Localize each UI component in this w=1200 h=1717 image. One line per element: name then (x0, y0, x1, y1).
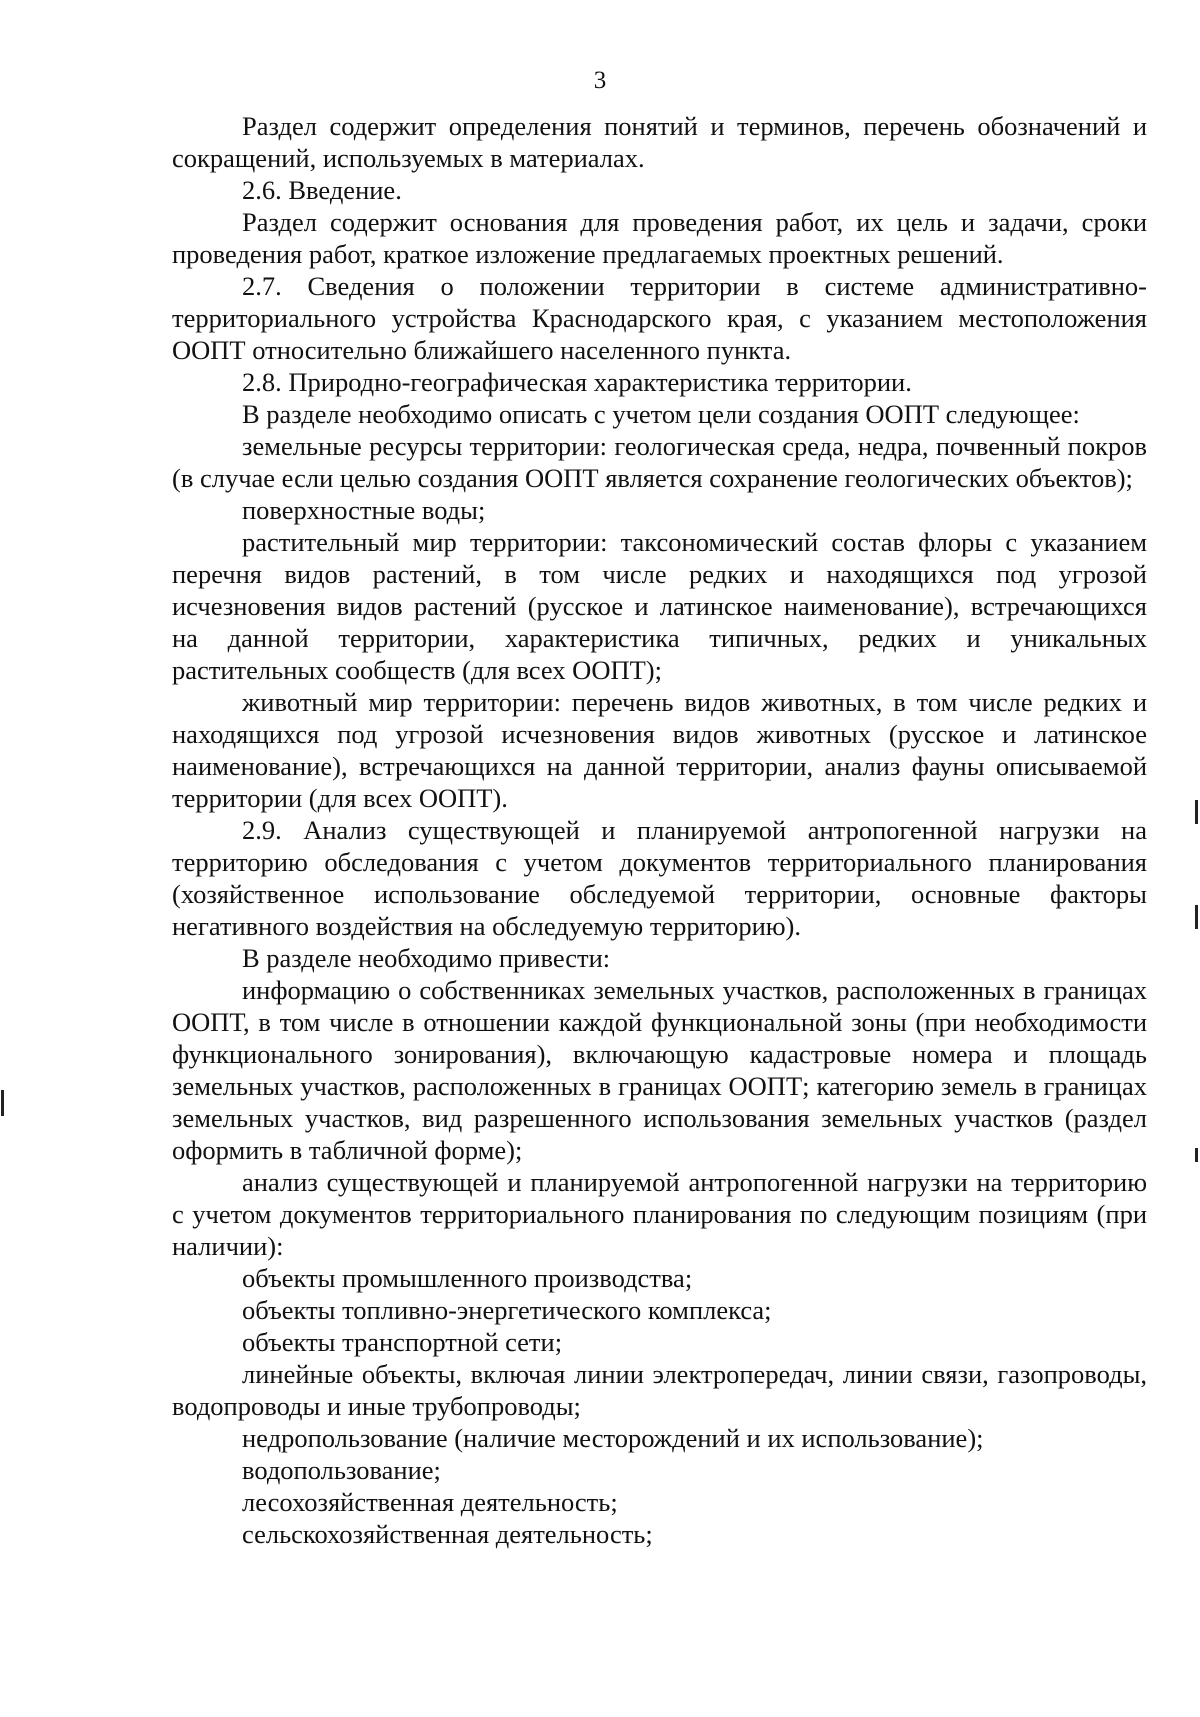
paragraph: В разделе необходимо привести: (242, 943, 611, 973)
section-heading-2-8: 2.8. Природно-географическая характеристика территории. (242, 367, 912, 397)
section-heading-2-6: 2.6. Введение. (242, 175, 402, 205)
section-heading-2-9: 2.9. Анализ существующей и планируемой антропогенной нагрузки на территорию обследования с учетом документов территориального планирования (хозяйственное использование обследуемой территории, основные факторы негативного воздействия на обследуемую территорию). (172, 815, 1147, 941)
list-item: объекты топливно-энергетического комплекса; (242, 1295, 772, 1325)
list-item: животный мир территории: перечень видов животных, в том числе редких и находящихся под угрозой исчезновения видов животных (русское и латинское наименование), встречающихся на данной территории, анализ фауны описываемой территории (для всех ООПТ). (172, 687, 1147, 813)
list-item: информацию о собственниках земельных участков, расположенных в границах ООПТ, в том числе в отношении каждой функциональной зоны (при необходимости функционального зонирования), включающую кадастровые номера и площадь земельных участков, расположенных в границах ООПТ; категорию земель в границах земельных участков, вид разрешенного использования земельных участков (раздел оформить в табличной форме); (172, 975, 1147, 1165)
page-number: 3 (593, 67, 607, 94)
paragraph: Раздел содержит определения понятий и терминов, перечень обозначений и сокращений, используемых в материалах. (172, 111, 1147, 173)
list-item: линейные объекты, включая линии электропередач, линии связи, газопроводы, водопроводы и иные трубопроводы; (172, 1359, 1147, 1421)
paragraph: Раздел содержит основания для проведения работ, их цель и задачи, сроки проведения работ, краткое изложение предлагаемых проектных решений. (172, 207, 1147, 269)
list-item: земельные ресурсы территории: геологическая среда, недра, почвенный покров (в случае если целью создания ООПТ является сохранение геологических объектов); (172, 431, 1147, 493)
list-item: недропользование (наличие месторождений и их использование); (242, 1423, 984, 1453)
list-item: водопользование; (242, 1455, 441, 1485)
list-item: анализ существующей и планируемой антропогенной нагрузки на территорию с учетом документов территориального планирования по следующим позициям (при наличии): (172, 1167, 1147, 1261)
scan-artifact (1, 1090, 4, 1116)
section-heading-2-7: 2.7. Сведения о положении территории в системе административно-территориального устройства Краснодарского края, с указанием местоположения ООПТ относительно ближайшего населенного пункта. (172, 271, 1147, 365)
list-item: растительный мир территории: таксономический состав флоры с указанием перечня видов растений, в том числе редких и находящихся под угрозой исчезновения видов растений (русское и латинское наименование), встречающихся на данной территории, характеристика типичных, редких и уникальных растительных сообществ (для всех ООПТ); (172, 527, 1147, 685)
list-item: объекты транспортной сети; (242, 1327, 563, 1357)
list-item: лесохозяйственная деятельность; (242, 1487, 618, 1517)
document-body (172, 110, 1147, 1550)
list-item: поверхностные воды; (242, 495, 486, 525)
scan-artifact (1195, 800, 1198, 824)
scan-artifact (1195, 905, 1198, 929)
list-item: объекты промышленного производства; (242, 1263, 693, 1293)
paragraph: В разделе необходимо описать с учетом цели создания ООПТ следующее: (242, 399, 1080, 429)
scan-artifact (1195, 1148, 1198, 1162)
list-item: сельскохозяйственная деятельность; (242, 1519, 653, 1549)
